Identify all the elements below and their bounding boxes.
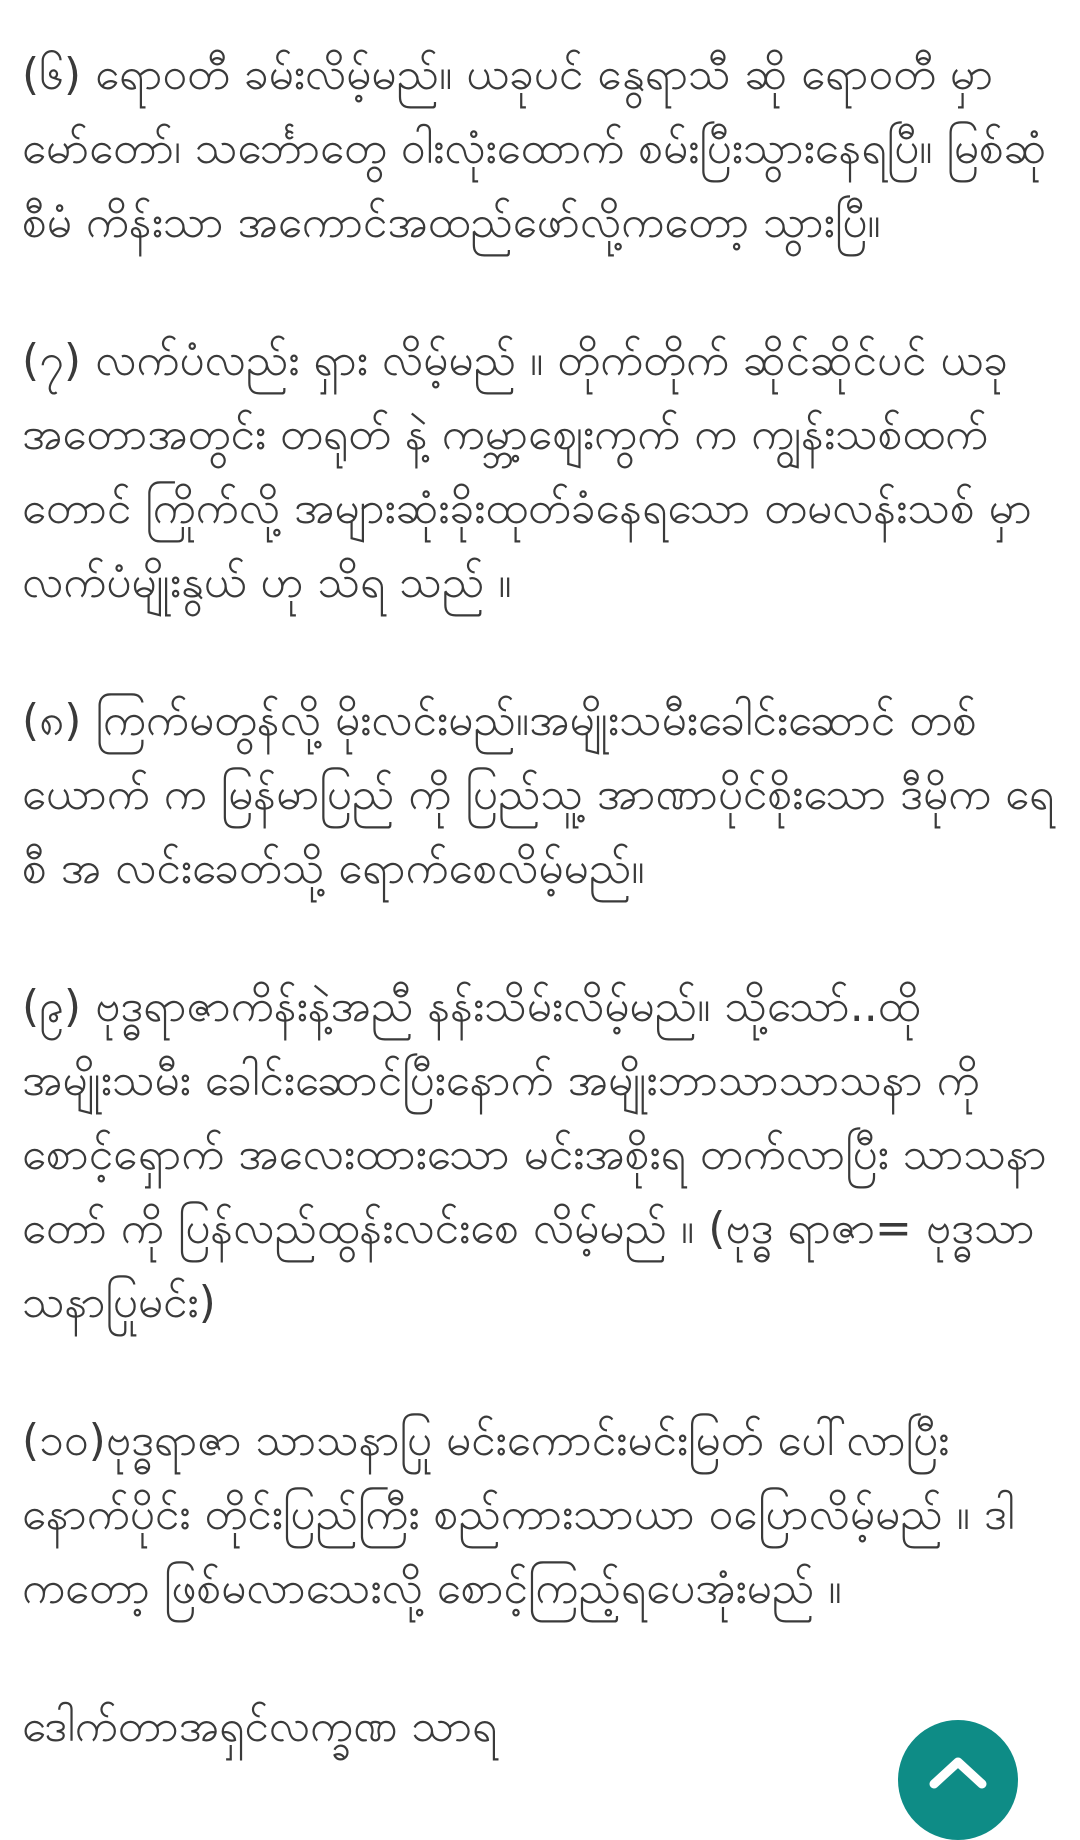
article-body — [22, 38, 1062, 1764]
chevron-up-icon — [928, 1754, 988, 1790]
paragraph-8: (၈) ကြက်မတွန်လို့ မိုးလင်းမည်။အမျိုးသမီးခေါင်းဆောင် တစ်ယောက် က မြန်မာပြည် ကို ပြည်သူ့ အာဏာပိုင်စိုးသော ဒီမိုက ရေစီ အ လင်းခေတ်သို့ ရောက်စေလိမ့်မည်။ — [22, 695, 1055, 894]
paragraph-10: (၁၀)ဗုဒ္ဓရာဇာ သာသနာပြု မင်းကောင်းမင်းမြတ် ပေါ်လာပြီး နောက်ပိုင်း တိုင်းပြည်ကြီး စည်ကားသာယာ ဝပြောလိမ့်မည် ။ ဒါ ကတော့ ဖြစ်မလာသေးလို့ စောင့်ကြည့်ရပေအုံးမည် ။ — [22, 1415, 1015, 1614]
paragraph-7: (၇) လက်ပံလည်း ရှား လိမ့်မည် ။ တိုက်တိုက် ဆိုင်ဆိုင်ပင် ယခု အတောအတွင်း တရုတ် နဲ့ ကမ္ဘာ့ဈေးကွက် က ကျွန်းသစ်ထက် တောင် ကြိုက်လို့ အများဆုံးခိုးထုတ်ခံနေရသော တမလန်းသစ် မှာ လက်ပံမျိုးနွယ် ဟု သိရ သည် ။ — [22, 335, 1032, 608]
scroll-to-top-button[interactable] — [898, 1720, 1018, 1840]
author-signature: ဒေါက်တာအရှင်လက္ခဏ သာရ — [22, 1701, 498, 1752]
paragraph-6: (၆) ရောဝတီ ခမ်းလိမ့်မည်။ ယခုပင် နွေရာသီ ဆို ရောဝတီ မှာ မော်တော်၊ သင်္ဘောတွေ ဝါးလုံးထောက် စမ်းပြီးသွားနေရပြီ။ မြစ်ဆုံစီမံ ကိန်းသာ အကောင်အထည်ဖော်လို့ကတော့ သွားပြီ။ — [22, 49, 1047, 248]
paragraph-9: (၉) ဗုဒ္ဓရာဇာကိန်းနဲ့အညီ နန်းသိမ်းလိမ့်မည်။ သို့သော်..ထို အမျိုးသမီး ခေါင်းဆောင်ပြီးနောက် အမျိုးဘာသာသာသနာ ကို စောင့်ရှောက် အလေးထားသော မင်းအစိုးရ တက်လာပြီး သာသနာတော် ကို ပြန်လည်ထွန်းလင်းစေ လိမ့်မည် ။ (ဗုဒ္ဓ ရာဇာ= ဗုဒ္ဓသာ သနာပြုမင်း) — [22, 981, 1047, 1328]
